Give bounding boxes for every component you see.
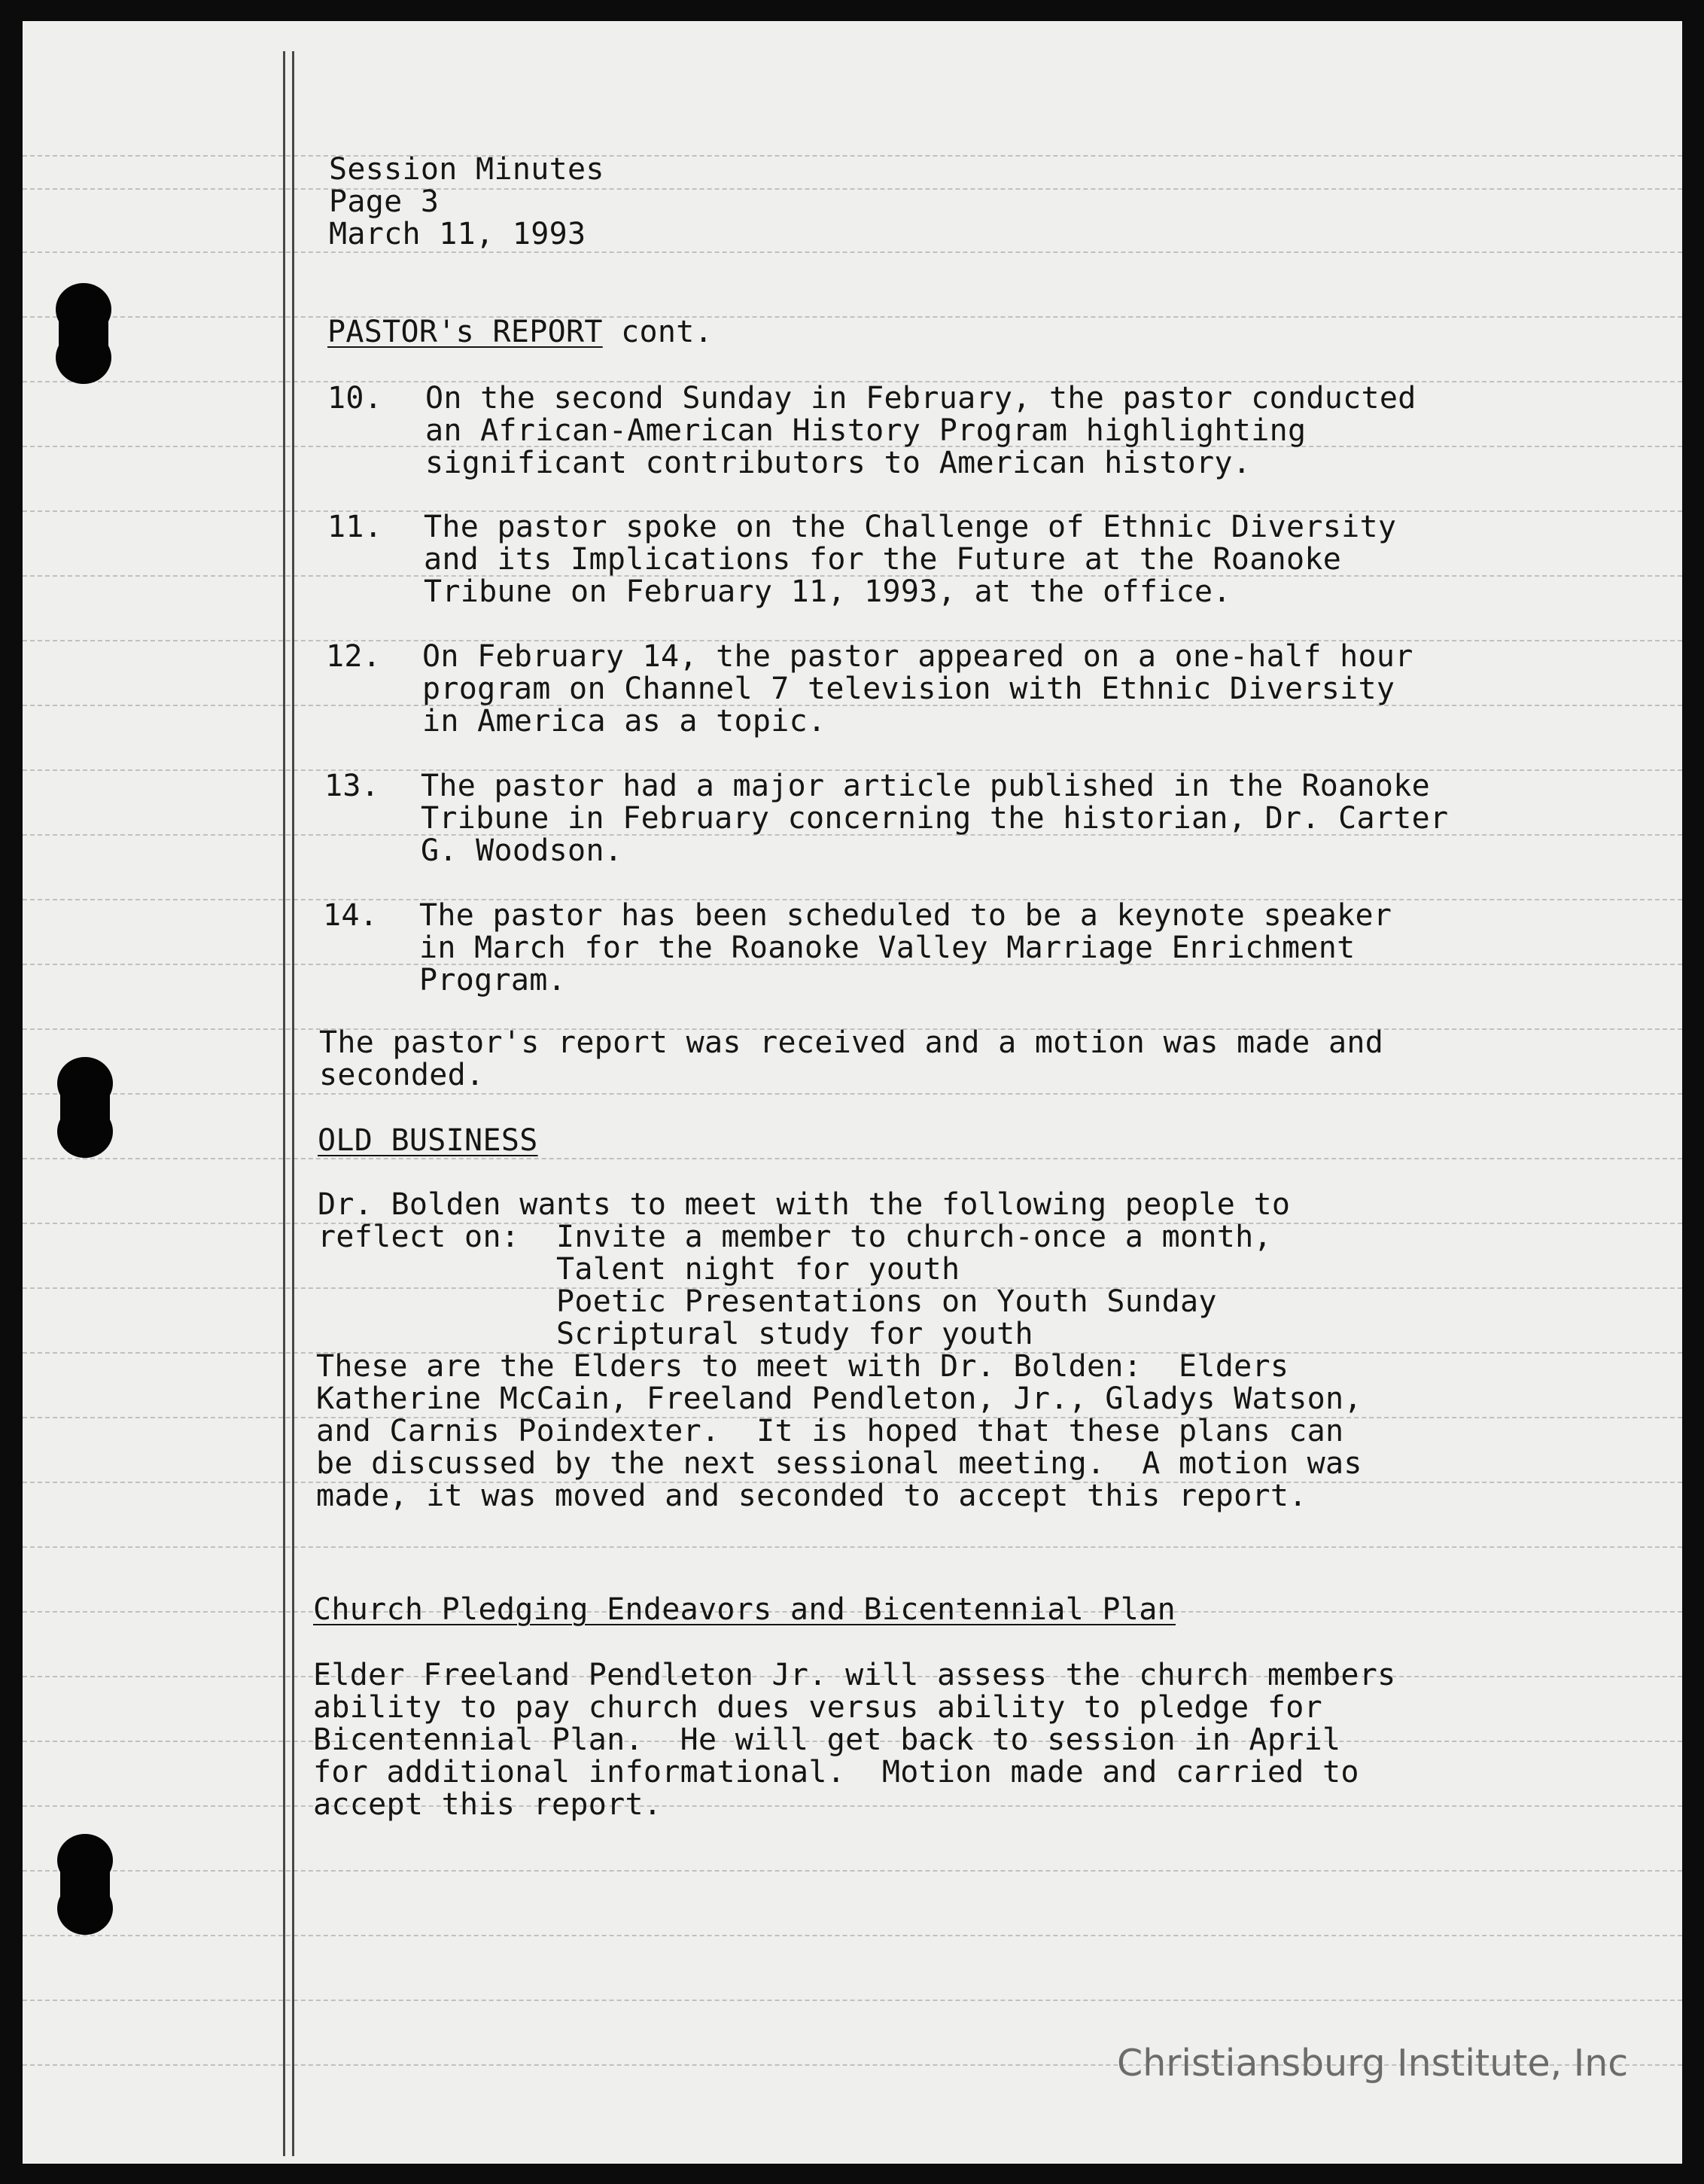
report-item-line: G. Woodson. (421, 833, 623, 868)
pastor-report-heading-suffix: cont. (602, 315, 714, 349)
old-business-line: Poetic Presentations on Youth Sunday (318, 1284, 1217, 1319)
report-item-line: On the second Sunday in February, the pastor conducted (425, 381, 1416, 416)
document-title: Session Minutes (329, 152, 604, 187)
report-item-number: 13. (324, 769, 380, 803)
report-item-line: The pastor spoke on the Challenge of Ethnic Diversity (424, 510, 1397, 544)
binder-hole (60, 1058, 110, 1156)
ruled-line (23, 2000, 1682, 2001)
ruled-line (23, 188, 1682, 190)
report-item-number: 10. (327, 381, 383, 416)
pledging-line: accept this report. (313, 1787, 662, 1822)
report-item-line: Program. (419, 963, 567, 998)
report-item-line: The pastor has been scheduled to be a keynote speaker (419, 898, 1392, 933)
old-business-line: Katherine McCain, Freeland Pendleton, Jr., Gladys Watson, (316, 1381, 1362, 1416)
old-business-line: Scriptural study for youth (318, 1317, 1033, 1351)
old-business-line: be discussed by the next sessional meeting. A motion was (316, 1446, 1362, 1481)
report-item-line: On February 14, the pastor appeared on a one-half hour (422, 639, 1413, 674)
ruled-line (23, 1546, 1682, 1548)
report-item-line: Tribune on February 11, 1993, at the office. (424, 574, 1231, 609)
pledging-line: Elder Freeland Pendleton Jr. will assess the church members (313, 1658, 1396, 1692)
report-item-number: 12. (326, 639, 382, 674)
ruled-line (23, 1158, 1682, 1159)
report-item-line: The pastor had a major article published in the Roanoke (421, 769, 1431, 803)
ruled-line (23, 1093, 1682, 1095)
watermark: Christiansburg Institute, Inc (1117, 2042, 1629, 2085)
old-business-heading: OLD BUSINESS (318, 1123, 538, 1158)
pastor-report-heading-text: PASTOR's REPORT (327, 315, 603, 349)
report-item-line: in America as a topic. (422, 704, 826, 739)
pledging-heading: Church Pledging Endeavors and Bicentennial Plan (313, 1592, 1176, 1627)
report-closing-line: The pastor's report was received and a motion was made and (319, 1025, 1384, 1060)
report-item-line: Tribune in February concerning the historian, Dr. Carter (421, 801, 1449, 836)
old-business-line: These are the Elders to meet with Dr. Bolden: Elders (316, 1349, 1289, 1384)
old-business-line: Talent night for youth (318, 1252, 960, 1287)
report-item-number: 11. (327, 510, 383, 544)
pastor-report-heading (327, 316, 713, 349)
ruled-line (23, 1935, 1682, 1936)
old-business-line: and Carnis Poindexter. It is hoped that these plans can (316, 1414, 1344, 1448)
report-closing-line: seconded. (319, 1058, 485, 1092)
report-item-line: an African-American History Program highlighting (425, 413, 1307, 448)
ruled-line (23, 1805, 1682, 1807)
ruled-line (23, 155, 1682, 157)
binder-hole (59, 285, 108, 382)
old-business-line: reflect on: Invite a member to church-once a month, (318, 1220, 1272, 1254)
report-item-line: significant contributors to American history. (425, 446, 1252, 480)
ruled-line (23, 316, 1682, 318)
pledging-line: Bicentennial Plan. He will get back to session in April (313, 1723, 1341, 1757)
pledging-line: for additional informational. Motion made and carried to (313, 1755, 1359, 1790)
report-item-line: in March for the Roanoke Valley Marriage Enrichment (419, 931, 1356, 965)
report-item-line: program on Channel 7 television with Ethnic Diversity (422, 672, 1395, 706)
old-business-line: made, it was moved and seconded to accept this report. (316, 1479, 1307, 1513)
margin-line (292, 51, 294, 2156)
binder-hole (60, 1835, 110, 1933)
document-page (23, 21, 1682, 2164)
document-date: March 11, 1993 (329, 217, 586, 251)
page-number: Page 3 (329, 184, 440, 219)
margin-line (283, 51, 285, 2156)
report-item-line: and its Implications for the Future at the Roanoke (424, 542, 1342, 577)
report-item-number: 14. (323, 898, 379, 933)
old-business-line: Dr. Bolden wants to meet with the following people to (318, 1187, 1291, 1222)
ruled-line (23, 251, 1682, 253)
pledging-line: ability to pay church dues versus ability to pledge for (313, 1690, 1323, 1725)
ruled-line (23, 1870, 1682, 1872)
